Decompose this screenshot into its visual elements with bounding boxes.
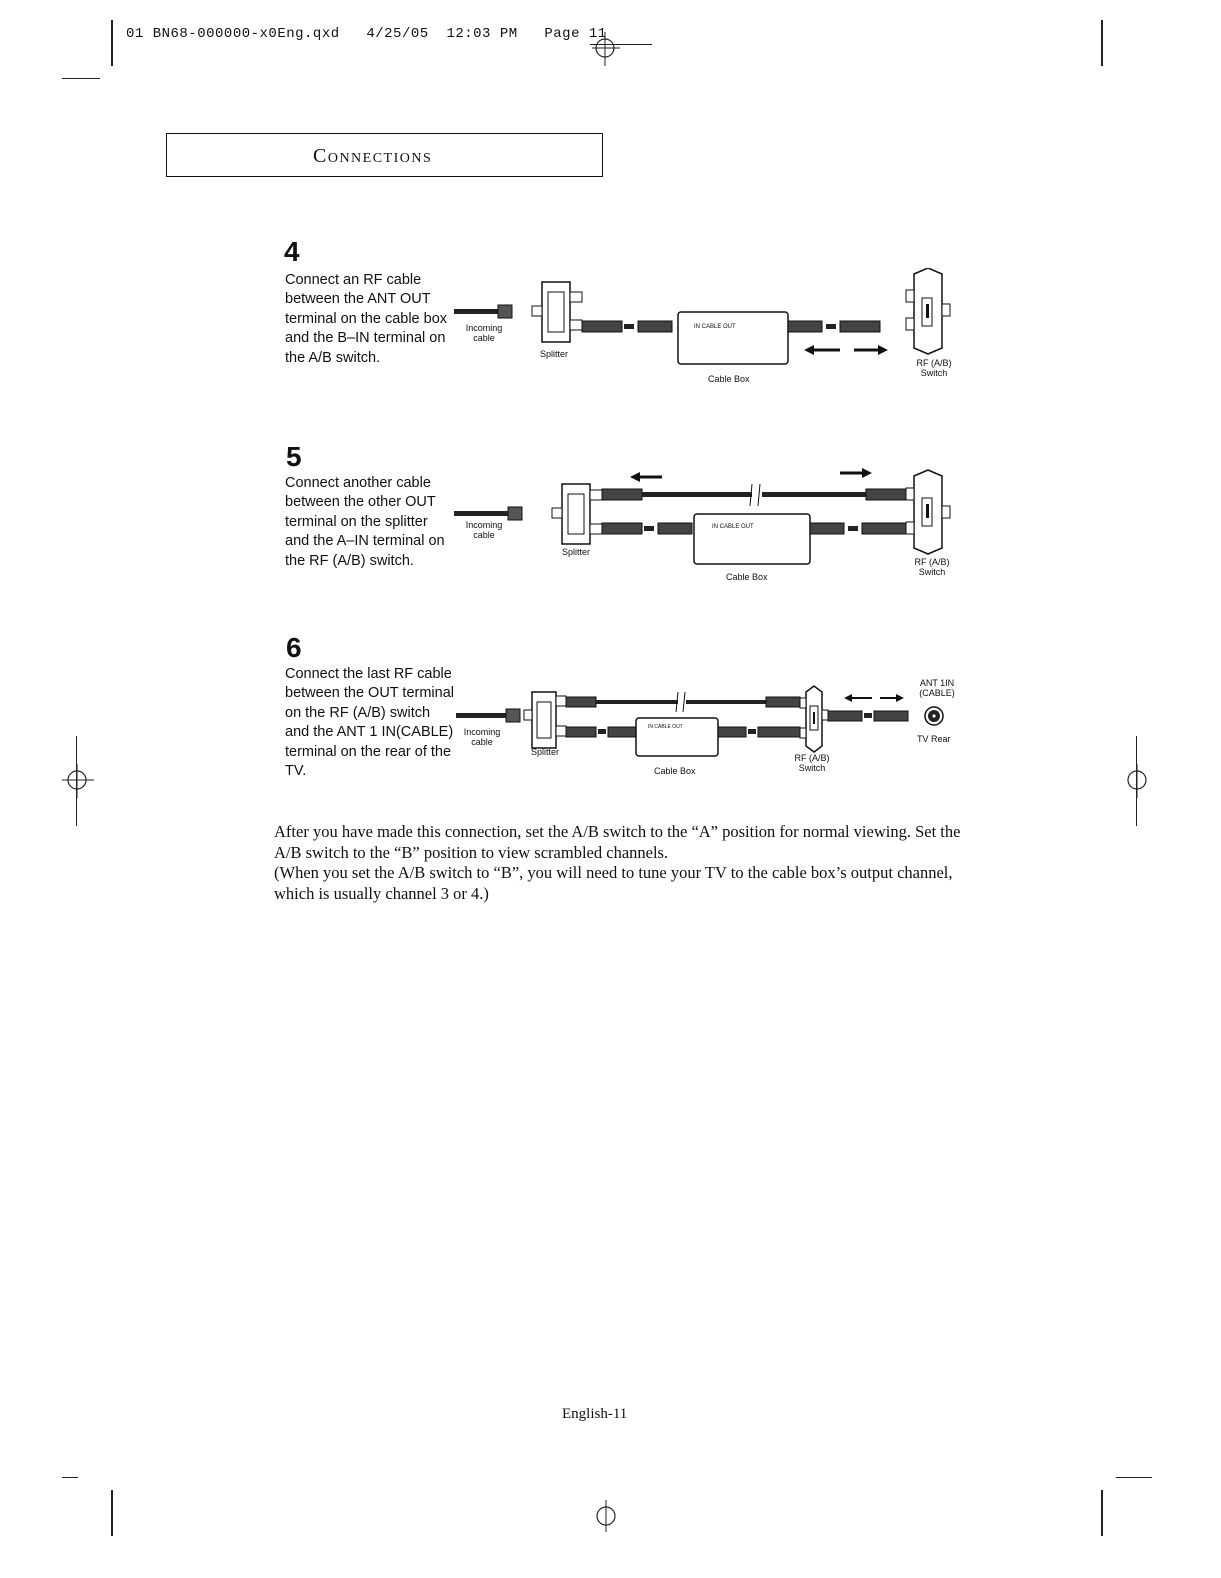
- cable-box-ports: IN CABLE OUT: [712, 524, 754, 530]
- cable-box: [694, 514, 810, 564]
- crop-mark: [62, 78, 100, 79]
- incoming-cable-label: Incoming cable: [463, 727, 501, 747]
- body-paragraph: (When you set the A/B switch to “B”, you will need to tune your TV to the cable box’s output channel, which is usually channel 3 or 4.): [274, 863, 953, 903]
- connection-diagram: [452, 672, 972, 782]
- body-paragraph: After you have made this connection, set the A/B switch to the “A” position for normal viewing. Set the A/B switch to the “B” position to view scrambled channels.: [274, 822, 961, 862]
- ant-in-label: ANT 1IN (CABLE): [919, 678, 955, 698]
- splitter-label: Splitter: [531, 747, 560, 757]
- registration-mark-icon: [590, 28, 630, 68]
- splitter-label: Splitter: [540, 349, 569, 359]
- crop-mark: [62, 1477, 78, 1478]
- crop-mark: [1101, 1490, 1103, 1536]
- rf-switch-label: RF (A/B) Switch: [914, 557, 950, 577]
- incoming-cable-label: Incoming cable: [465, 323, 503, 343]
- step-number: 5: [286, 441, 302, 472]
- crop-mark: [1116, 1477, 1152, 1478]
- step-instructions: Connect the last RF cable between the OUT terminal on the RF (A/B) switch and the ANT 1 IN(CABLE) terminal on the rear of the TV.: [285, 666, 454, 780]
- registration-mark-icon: [62, 762, 102, 802]
- splitter-label: Splitter: [562, 547, 591, 557]
- page-number: English-11: [562, 1406, 628, 1422]
- crop-mark: [111, 1490, 113, 1536]
- cable-box-ports: IN CABLE OUT: [648, 724, 683, 730]
- step-instructions: Connect another cable between the other OUT terminal on the splitter and the A–IN terminal on the RF (A/B) switch.: [285, 475, 445, 569]
- print-slug: 01 BN68-000000-x0Eng.qxd 4/25/05 12:03 PM Page 11: [126, 26, 607, 42]
- connection-diagram: [452, 460, 972, 590]
- instructions-paragraph: [274, 822, 964, 904]
- step-instructions: Connect an RF cable between the ANT OUT terminal on the cable box and the B–IN terminal on the A/B switch.: [285, 272, 448, 366]
- registration-mark-icon: [1122, 762, 1162, 802]
- cable-box-label: Cable Box: [654, 766, 696, 776]
- step-number: 6: [286, 632, 302, 663]
- crop-mark: [1101, 20, 1103, 66]
- incoming-cable-label: Incoming cable: [465, 520, 503, 540]
- rf-switch-label: RF (A/B) Switch: [916, 358, 952, 378]
- registration-mark-icon: [590, 1496, 630, 1536]
- step-number: 4: [284, 236, 300, 267]
- tv-rear-label: TV Rear: [917, 734, 951, 744]
- cable-box-label: Cable Box: [708, 374, 750, 384]
- section-title: Connections: [313, 145, 433, 167]
- crop-mark: [111, 20, 113, 66]
- rf-switch-label: RF (A/B) Switch: [794, 753, 830, 773]
- cable-box: [678, 312, 788, 364]
- section-heading-box: [166, 133, 603, 177]
- cable-box-label: Cable Box: [726, 572, 768, 582]
- cable-box-ports: IN CABLE OUT: [694, 324, 736, 330]
